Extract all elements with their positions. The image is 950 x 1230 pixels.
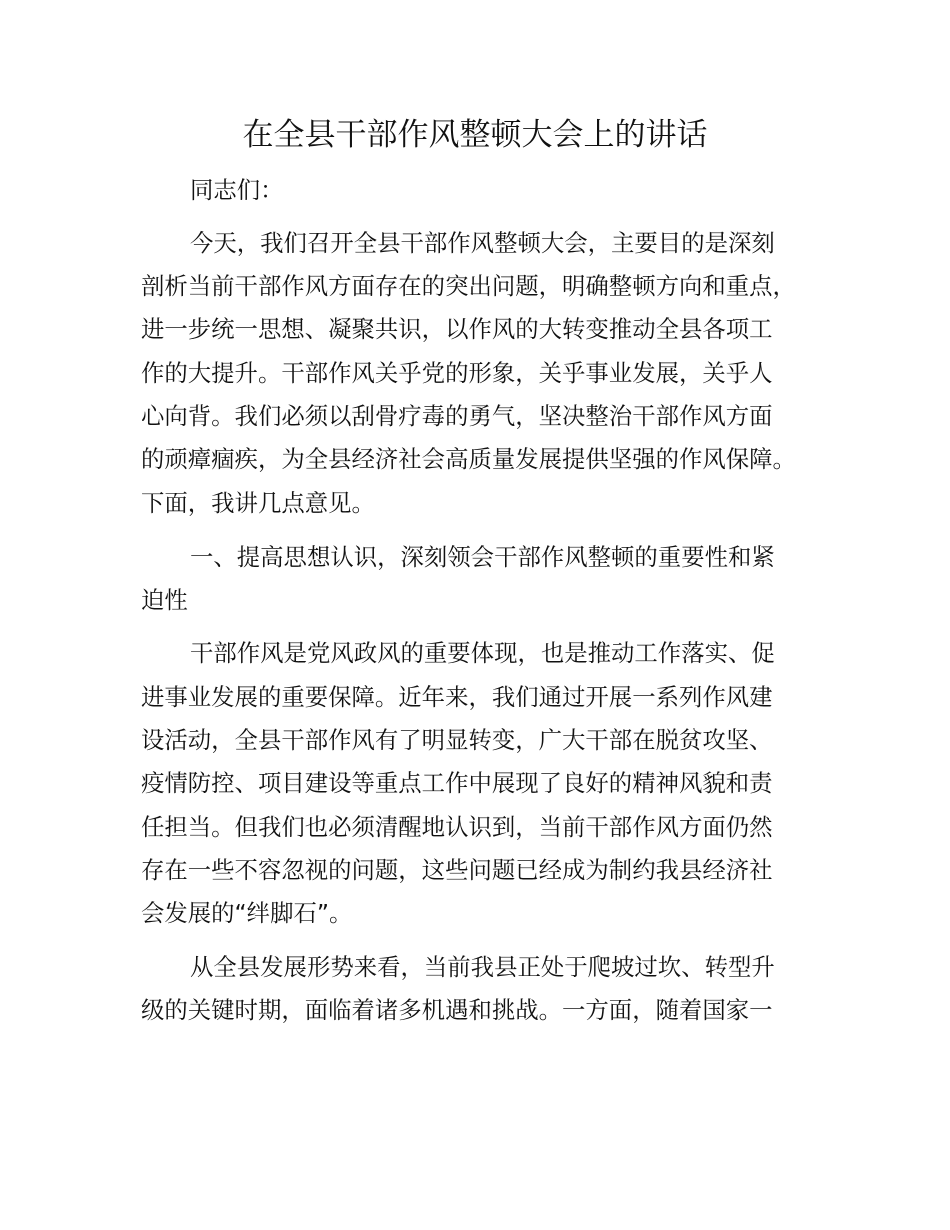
paragraph-1-line-2: 剖析当前干部作风方面存在的突出问题，明确整顿方向和重点， <box>141 272 796 300</box>
paragraph-1-line-1: 今天，我们召开全县干部作风整顿大会，主要目的是深刻 <box>190 229 775 257</box>
paragraph-3-line-3: 设活动，全县干部作风有了明显转变，广大干部在脱贫攻坚、 <box>141 726 773 754</box>
salutation: 同志们： <box>190 176 284 204</box>
paragraph-3-line-6: 存在一些不容忽视的问题，这些问题已经成为制约我县经济社 <box>141 856 773 884</box>
document-title: 在全县干部作风整顿大会上的讲话 <box>242 117 708 153</box>
section-heading-1-line-2: 迫性 <box>141 586 188 614</box>
section-heading-1-line-1: 一、提高思想认识，深刻领会干部作风整顿的重要性和紧 <box>190 543 775 571</box>
paragraph-1-line-7: 下面，我讲几点意见。 <box>141 489 375 517</box>
paragraph-1-line-4: 作的大提升。干部作风关乎党的形象，关乎事业发展，关乎人 <box>141 359 773 387</box>
paragraph-3-line-4: 疫情防控、项目建设等重点工作中展现了良好的精神风貌和责 <box>141 769 773 797</box>
paragraph-1-line-5: 心向背。我们必须以刮骨疗毒的勇气，坚决整治干部作风方面 <box>141 402 773 430</box>
paragraph-4-line-2: 级的关键时期，面临着诸多机遇和挑战。一方面，随着国家一 <box>141 996 773 1024</box>
paragraph-1-line-6: 的顽瘴痼疾，为全县经济社会高质量发展提供坚强的作风保障。 <box>141 445 796 473</box>
paragraph-4-line-1: 从全县发展形势来看，当前我县正处于爬坡过坎、转型升 <box>190 953 775 981</box>
paragraph-3-line-2: 进事业发展的重要保障。近年来，我们通过开展一系列作风建 <box>141 683 773 711</box>
paragraph-1-line-3: 进一步统一思想、凝聚共识，以作风的大转变推动全县各项工 <box>141 315 773 343</box>
paragraph-3-line-5: 任担当。但我们也必须清醒地认识到，当前干部作风方面仍然 <box>141 813 773 841</box>
paragraph-3-line-7: 会发展的“绊脚石”。 <box>141 899 353 927</box>
paragraph-3-line-1: 干部作风是党风政风的重要体现，也是推动工作落实、促 <box>190 639 775 667</box>
